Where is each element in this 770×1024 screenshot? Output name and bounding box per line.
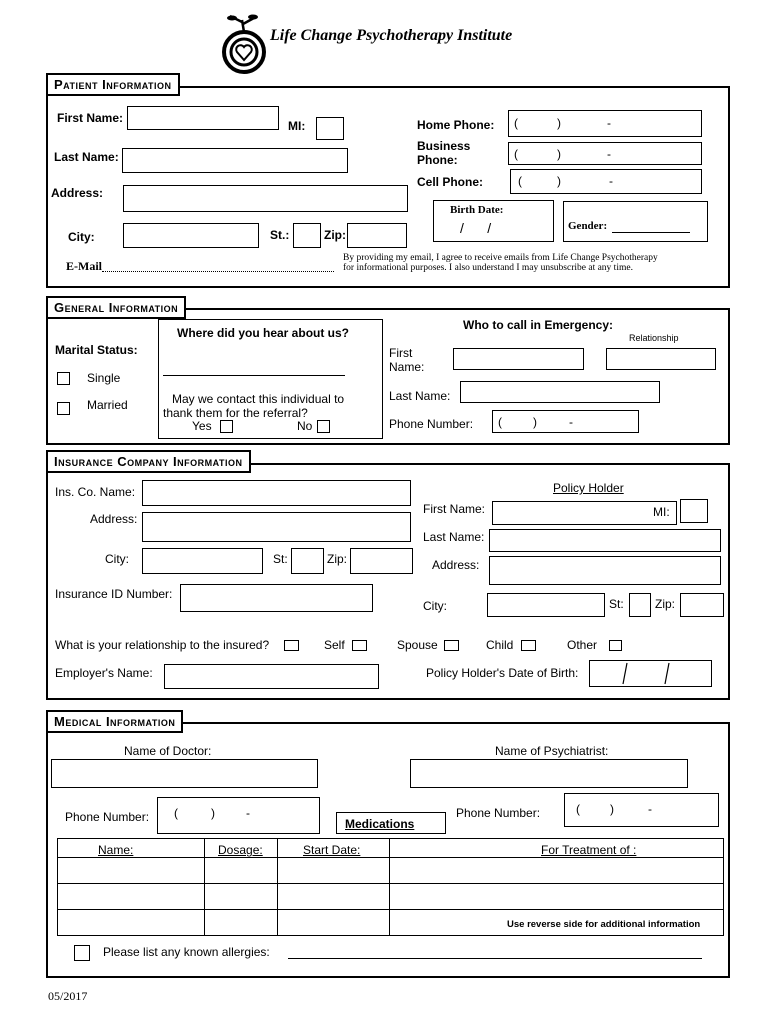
ph-city-label: City: [423, 599, 447, 613]
emergency-relationship-field[interactable] [606, 348, 716, 370]
emergency-phone-dash: - [569, 415, 573, 429]
emergency-first-name-label-1: First [389, 346, 413, 360]
insurance-id-label: Insurance ID Number: [55, 587, 173, 601]
ph-dob-slashes [589, 660, 712, 687]
psychiatrist-phone-dash: - [648, 802, 652, 816]
contact-question-2: thank them for the referral? [163, 406, 308, 420]
emergency-last-name-field[interactable] [460, 381, 660, 403]
married-label: Married [87, 398, 128, 412]
state-field[interactable] [293, 223, 321, 248]
self-label: Self [324, 638, 345, 652]
ph-state-label: St: [609, 597, 624, 611]
single-checkbox[interactable] [57, 372, 70, 385]
relationship-question: What is your relationship to the insured? [55, 638, 270, 652]
spouse-label: Spouse [397, 638, 438, 652]
ph-last-name-field[interactable] [489, 529, 721, 552]
ins-city-label: City: [105, 552, 129, 566]
zip-label: Zip: [324, 228, 346, 242]
patient-section-title: Patient Information [46, 73, 180, 96]
hear-about-label: Where did you hear about us? [177, 326, 350, 340]
address-field[interactable] [123, 185, 408, 212]
ph-zip-label: Zip: [655, 597, 676, 611]
spouse-checkbox[interactable] [444, 640, 459, 651]
email-consent-2: for informational purposes. I also understand I may unsubscribe at any time. [343, 263, 633, 273]
home-phone-dash: - [607, 116, 611, 130]
email-label: E-Mail [66, 259, 102, 273]
ins-address-label: Address: [90, 512, 138, 526]
ins-zip-label: Zip: [327, 552, 348, 566]
psychiatrist-field[interactable] [410, 759, 688, 788]
doctor-phone-open: ( [174, 806, 178, 820]
med-col-treatment: For Treatment of : [541, 843, 637, 857]
marital-status-label: Marital Status: [55, 343, 138, 357]
insurance-section-title: Insurance Company Information [46, 450, 251, 473]
mi-label: MI: [288, 119, 306, 133]
ph-dob-label: Policy Holder's Date of Birth: [426, 666, 579, 680]
ph-first-name-label: First Name: [423, 502, 486, 516]
business-phone-field[interactable] [508, 142, 702, 165]
other-checkbox[interactable] [609, 640, 622, 651]
psychiatrist-label: Name of Psychiatrist: [495, 744, 609, 758]
ph-mi-field[interactable] [680, 499, 708, 523]
cell-phone-close: ) [557, 174, 561, 188]
psychiatrist-phone-field[interactable] [564, 793, 719, 827]
emergency-phone-close: ) [533, 415, 537, 429]
doctor-phone-label: Phone Number: [65, 810, 150, 824]
ins-state-field[interactable] [291, 548, 324, 574]
emergency-phone-field[interactable] [492, 410, 639, 433]
doctor-label: Name of Doctor: [124, 744, 212, 758]
ph-state-field[interactable] [629, 593, 651, 617]
gender-label: Gender: [568, 220, 608, 232]
referral-line[interactable] [163, 375, 345, 376]
business-phone-label-2: Phone: [417, 153, 458, 167]
home-phone-field[interactable] [508, 110, 702, 137]
reverse-side-note: Use reverse side for additional information [507, 919, 701, 930]
employer-field[interactable] [164, 664, 379, 689]
ph-last-name-label: Last Name: [423, 530, 485, 544]
ph-address-field[interactable] [489, 556, 721, 585]
last-name-label: Last Name: [54, 150, 119, 164]
cell-phone-field[interactable] [510, 169, 702, 194]
med-row-2[interactable] [58, 884, 723, 909]
doctor-phone-dash: - [246, 806, 250, 820]
state-label: St.: [270, 228, 290, 242]
home-phone-label: Home Phone: [417, 118, 495, 132]
ph-mi-label: MI: [653, 505, 670, 519]
address-label: Address: [51, 186, 104, 200]
home-phone-open: ( [514, 116, 518, 130]
ph-address-label: Address: [432, 558, 480, 572]
allergies-line[interactable] [288, 958, 702, 959]
first-name-field[interactable] [127, 106, 279, 130]
ins-city-field[interactable] [142, 548, 263, 574]
no-checkbox[interactable] [317, 420, 330, 433]
city-label: City: [68, 230, 95, 244]
ph-zip-field[interactable] [680, 593, 724, 617]
yes-label: Yes [192, 419, 212, 433]
self-checkbox[interactable] [352, 640, 367, 651]
child-checkbox[interactable] [521, 640, 536, 651]
medical-section-title: Medical Information [46, 710, 183, 733]
emergency-phone-label: Phone Number: [389, 417, 474, 431]
medications-heading: Medications [345, 817, 415, 831]
page-title: Life Change Psychotherapy Institute [270, 27, 513, 44]
allergies-checkbox[interactable] [74, 945, 90, 961]
emergency-label: Who to call in Emergency: [463, 318, 614, 332]
contact-question-1: May we contact this individual to [172, 392, 345, 406]
cell-phone-open: ( [518, 174, 522, 188]
yes-checkbox[interactable] [220, 420, 233, 433]
employer-label: Employer's Name: [55, 666, 153, 680]
doctor-phone-close: ) [211, 806, 215, 820]
email-consent-1: By providing my email, I agree to receive emails from Life Change Psychotherapy [343, 253, 658, 263]
home-phone-close: ) [557, 116, 561, 130]
form-date: 05/2017 [48, 989, 88, 1003]
psychiatrist-phone-open: ( [576, 802, 580, 816]
no-label: No [297, 419, 313, 433]
general-section-title: General Information [46, 296, 186, 319]
med-col-dosage: Dosage: [218, 843, 263, 857]
business-phone-close: ) [557, 147, 561, 161]
relationship-unspecified-checkbox[interactable] [284, 640, 299, 651]
cell-phone-dash: - [609, 174, 613, 188]
single-label: Single [87, 371, 121, 385]
policy-holder-label: Policy Holder [553, 481, 624, 495]
birth-date-mask: / / [460, 220, 492, 236]
relationship-label: Relationship [629, 333, 679, 343]
doctor-phone-field[interactable] [157, 797, 320, 834]
med-row-1[interactable] [58, 858, 723, 883]
logo-icon [218, 12, 268, 78]
emergency-first-name-field[interactable] [453, 348, 584, 370]
emergency-phone-open: ( [498, 415, 502, 429]
last-name-field[interactable] [122, 148, 348, 173]
first-name-label: First Name: [57, 111, 124, 125]
ins-zip-field[interactable] [350, 548, 413, 574]
ins-co-name-field[interactable] [142, 480, 411, 506]
mi-field[interactable] [316, 117, 344, 140]
zip-field[interactable] [347, 223, 407, 248]
psychiatrist-phone-label: Phone Number: [456, 806, 541, 820]
ins-address-field[interactable] [142, 512, 411, 542]
birth-date-label: Birth Date: [450, 204, 504, 216]
ph-first-name-field[interactable] [492, 501, 677, 525]
gender-line [612, 232, 690, 233]
business-phone-open: ( [514, 147, 518, 161]
business-phone-label-1: Business [417, 139, 471, 153]
med-col-name: Name: [98, 843, 134, 857]
psychiatrist-phone-close: ) [610, 802, 614, 816]
med-col-start-date: Start Date: [303, 843, 361, 857]
email-line[interactable] [102, 271, 334, 272]
allergies-label: Please list any known allergies: [103, 945, 270, 959]
emergency-first-name-label-2: Name: [389, 360, 425, 374]
city-field[interactable] [123, 223, 259, 248]
insurance-id-field[interactable] [180, 584, 373, 612]
emergency-last-name-label: Last Name: [389, 389, 451, 403]
child-label: Child [486, 638, 514, 652]
cell-phone-label: Cell Phone: [417, 175, 484, 189]
ph-city-field[interactable] [487, 593, 605, 617]
doctor-field[interactable] [51, 759, 318, 788]
ins-co-name-label: Ins. Co. Name: [55, 485, 136, 499]
other-label: Other [567, 638, 598, 652]
married-checkbox[interactable] [57, 402, 70, 415]
business-phone-dash: - [607, 147, 611, 161]
ins-state-label: St: [273, 552, 288, 566]
